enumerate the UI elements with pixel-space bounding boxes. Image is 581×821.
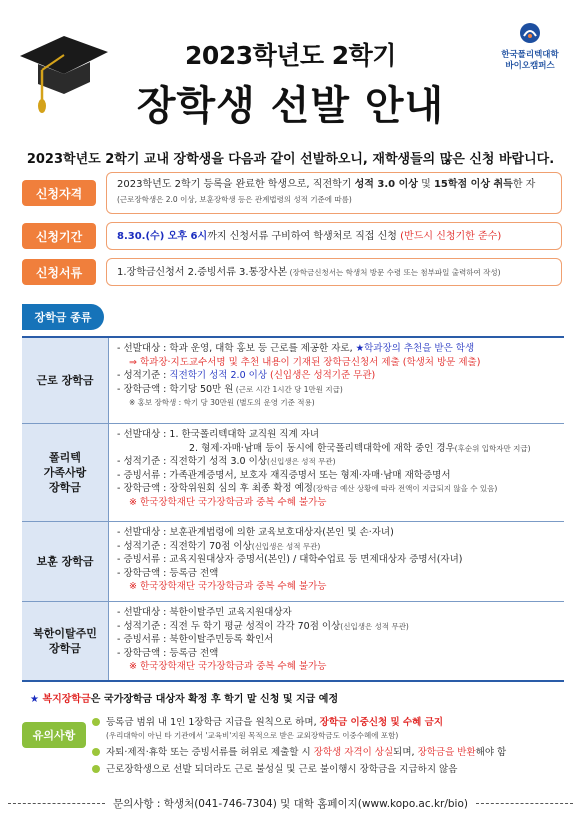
logo-line-2: 바이오캠퍼스 bbox=[505, 61, 555, 71]
family-name-3: 장학금 bbox=[49, 481, 81, 494]
eligibility-text: 2023학년도 2학기 등록을 완료한 학생으로, 직전학기 bbox=[117, 179, 355, 190]
eligibility-end: 한 자 bbox=[512, 179, 536, 190]
documents-text: 1.장학금신청서 2.증빙서류 3.통장사본 bbox=[117, 267, 288, 278]
work-promo-note: ※ 홍보 장학생 : 학기 당 30만원 (별도의 운영 기준 적용) bbox=[129, 398, 315, 407]
period-date: 8.30.(수) 오후 6시 bbox=[117, 231, 208, 242]
list-item bbox=[92, 763, 562, 776]
work-amount: - 장학금액 : 학기당 50만 원 bbox=[117, 383, 234, 395]
work-target-highlight: ★학과장의 추천을 받은 학생 bbox=[355, 343, 475, 354]
veteran-gpa: - 성적기준 : 직전학기 70점 이상 bbox=[117, 540, 252, 552]
divider bbox=[476, 803, 573, 804]
defector-target: - 선발대상 : 북한이탈주민 교육지원대상자 bbox=[117, 607, 292, 618]
header bbox=[0, 0, 581, 140]
work-gpa: 직전학기 성적 2.0 이상 bbox=[169, 370, 267, 381]
eligibility-gpa: 성적 3.0 이상 bbox=[354, 179, 418, 190]
caution-label: 유의사항 bbox=[22, 722, 86, 748]
welfare-note-text: 은 국가장학금 대상자 확정 후 학기 말 신청 및 지급 예정 bbox=[90, 694, 339, 705]
footer bbox=[0, 794, 581, 812]
caution-2-text: 자퇴·제적·휴학 또는 증빙서류를 허위로 제출할 시 bbox=[106, 747, 314, 758]
period-text: 까지 신청서류 구비하여 학생처로 직접 신청 bbox=[207, 231, 401, 242]
eligibility-box bbox=[106, 172, 562, 214]
page-title: 장학생 선발 안내 bbox=[136, 83, 445, 129]
family-gpa-note: (신입생은 성적 무관) bbox=[266, 457, 336, 466]
eligibility-row bbox=[22, 172, 562, 214]
work-amount-note: (근로 시간 1시간 당 1만원 지급) bbox=[233, 384, 343, 394]
college-logo-icon bbox=[519, 22, 541, 44]
eligibility-label: 신청자격 bbox=[22, 180, 96, 206]
table-row bbox=[22, 338, 564, 424]
college-logo bbox=[489, 22, 571, 72]
veteran-scholarship-name: 보훈 장학금 bbox=[22, 522, 108, 601]
eligibility-credits: 15학점 이상 취득 bbox=[433, 179, 513, 190]
eligibility-note: (근로장학생은 2.0 이상, 보훈장학생 등은 관계법령의 성적 기준에 따름) bbox=[117, 195, 352, 204]
veteran-amount: - 장학금액 : 등록금 전액 bbox=[117, 567, 219, 579]
list-item bbox=[92, 746, 562, 759]
caution-2-highlight-1: 장학생 자격이 상실 bbox=[313, 747, 394, 758]
caution-1-note: (우리대학이 아닌 타 기관에서 '교육비'지원 목적으로 받은 교외장학금도 이중수혜에 포함) bbox=[106, 731, 399, 740]
documents-label: 신청서류 bbox=[22, 259, 96, 285]
family-amount: - 장학금액 : 장학위원회 심의 후 최종 확정 예정 bbox=[117, 483, 313, 494]
period-note: (반드시 신청기한 준수) bbox=[400, 231, 502, 242]
work-target: - 선발대상 : 학과 운영, 대학 홍보 등 근로를 제공한 자로, bbox=[117, 343, 356, 354]
intro-text: 2023학년도 2학기 교내 장학생을 다음과 같이 선발하오니, 재학생들의 많은 신청 바랍니다. bbox=[26, 152, 555, 167]
family-scholarship-name bbox=[22, 424, 108, 521]
defector-gpa: - 성적기준 : 직전 두 학기 평균 성적이 각각 70점 이상 bbox=[117, 620, 341, 632]
family-name-2: 가족사랑 bbox=[43, 466, 87, 479]
documents-box bbox=[106, 258, 562, 286]
eligibility-and: 및 bbox=[417, 179, 434, 190]
title-year: 2023학년도 2학기 bbox=[185, 41, 396, 70]
veteran-target: - 선발대상 : 보훈관계법령에 의한 교육보호대상자(본인 및 손·자녀) bbox=[117, 527, 394, 538]
bullet-icon bbox=[92, 765, 100, 773]
defector-scholarship-name bbox=[22, 602, 108, 680]
period-box bbox=[106, 222, 562, 250]
family-amount-note: (장학금 예산 상황에 따라 전액이 지급되지 않을 수 있음) bbox=[312, 484, 498, 493]
scholarship-table bbox=[22, 336, 564, 682]
work-gpa-label: - 성적기준 : bbox=[117, 370, 170, 381]
table-row bbox=[22, 602, 564, 682]
family-target-2: 2. 형제·자매·남매 등이 동시에 한국폴리텍대학에 재학 중인 경우 bbox=[189, 442, 455, 454]
table-row bbox=[22, 424, 564, 522]
family-name-1: 폴리텍 bbox=[49, 451, 81, 464]
caution-1-text: 등록금 범위 내 1인 1장학금 지급을 원칙으로 하며, bbox=[106, 717, 320, 728]
work-submission: ⇒ 학과장·지도교수서명 및 추천 내용이 기재된 장학금신청서 제출 (학생처 방문 제출) bbox=[129, 356, 481, 368]
work-scholarship-name: 근로 장학금 bbox=[22, 338, 108, 423]
list-item bbox=[92, 716, 562, 742]
family-target-1: - 선발대상 : 1. 한국폴리텍대학 교직원 직계 자녀 bbox=[117, 429, 320, 440]
period-row bbox=[22, 222, 562, 250]
defector-name-1: 북한이탈주민 bbox=[33, 627, 97, 640]
work-scholarship-details bbox=[108, 338, 564, 423]
caution-list bbox=[92, 716, 562, 780]
caution-2-highlight-2: 장학금을 반환 bbox=[417, 747, 476, 758]
defector-duplicate-note: ※ 한국장학재단 국가장학금과 중복 수혜 불가능 bbox=[129, 661, 327, 672]
caution-3-text: 근로장학생으로 선발 되더라도 근로 불성실 및 근로 불이행시 장학금을 지급하지 않음 bbox=[106, 764, 458, 775]
work-gpa-note: (신입생은 성적기준 무관) bbox=[267, 370, 376, 381]
scholarship-types-tag: 장학금 종류 bbox=[22, 304, 104, 330]
caution-2-mid: 되며, bbox=[393, 747, 418, 758]
defector-amount: - 장학금액 : 등록금 전액 bbox=[117, 647, 219, 659]
veteran-gpa-note: (신입생은 성적 무관) bbox=[251, 541, 321, 551]
family-documents: - 증빙서류 : 가족관계증명서, 보호자 재직증명서 또는 형제·자매·남매 재학증명서 bbox=[117, 469, 451, 481]
bullet-icon bbox=[92, 718, 100, 726]
family-scholarship-details bbox=[108, 424, 564, 521]
period-label: 신청기간 bbox=[22, 223, 96, 249]
divider bbox=[8, 803, 105, 804]
veteran-duplicate-note: ※ 한국장학재단 국가장학금과 중복 수혜 불가능 bbox=[129, 581, 327, 592]
defector-scholarship-details bbox=[108, 602, 564, 680]
defector-gpa-note: (신입생은 성적 무관) bbox=[340, 621, 409, 631]
family-duplicate-note: ※ 한국장학재단 국가장학금과 중복 수혜 불가능 bbox=[129, 496, 327, 508]
family-gpa: - 성적기준 : 직전학기 성적 3.0 이상 bbox=[117, 456, 267, 467]
bullet-icon bbox=[92, 748, 100, 756]
veteran-documents: - 증빙서류 : 교육지원대상자 증명서(본인) / 대학수업료 등 면제대상자 증명서(자녀) bbox=[117, 554, 463, 565]
defector-name-2: 장학금 bbox=[49, 642, 81, 655]
defector-documents: - 증빙서류 : 북한이탈주민등록 확인서 bbox=[117, 634, 274, 645]
caution-1-highlight: 장학금 이중신청 및 수혜 금지 bbox=[319, 717, 443, 728]
family-target-note: (후순위 입학자만 지급) bbox=[454, 443, 531, 453]
table-row bbox=[22, 522, 564, 602]
veteran-scholarship-details bbox=[108, 522, 564, 601]
documents-note: (장학금신청서는 학생처 방문 수령 또는 첨부파일 출력하여 작성) bbox=[287, 268, 501, 277]
logo-line-1: 한국폴리텍대학 bbox=[501, 50, 559, 60]
star-icon: ★ bbox=[30, 694, 43, 705]
documents-row bbox=[22, 258, 562, 286]
welfare-note bbox=[30, 690, 338, 705]
contact-info: 문의사항 : 학생처(041-746-7304) 및 대학 홈페이지(www.kopo.ac.kr/bio) bbox=[113, 797, 468, 810]
caution-2-end: 해야 함 bbox=[475, 747, 507, 758]
welfare-scholarship-name: 복지장학금 bbox=[42, 694, 91, 705]
